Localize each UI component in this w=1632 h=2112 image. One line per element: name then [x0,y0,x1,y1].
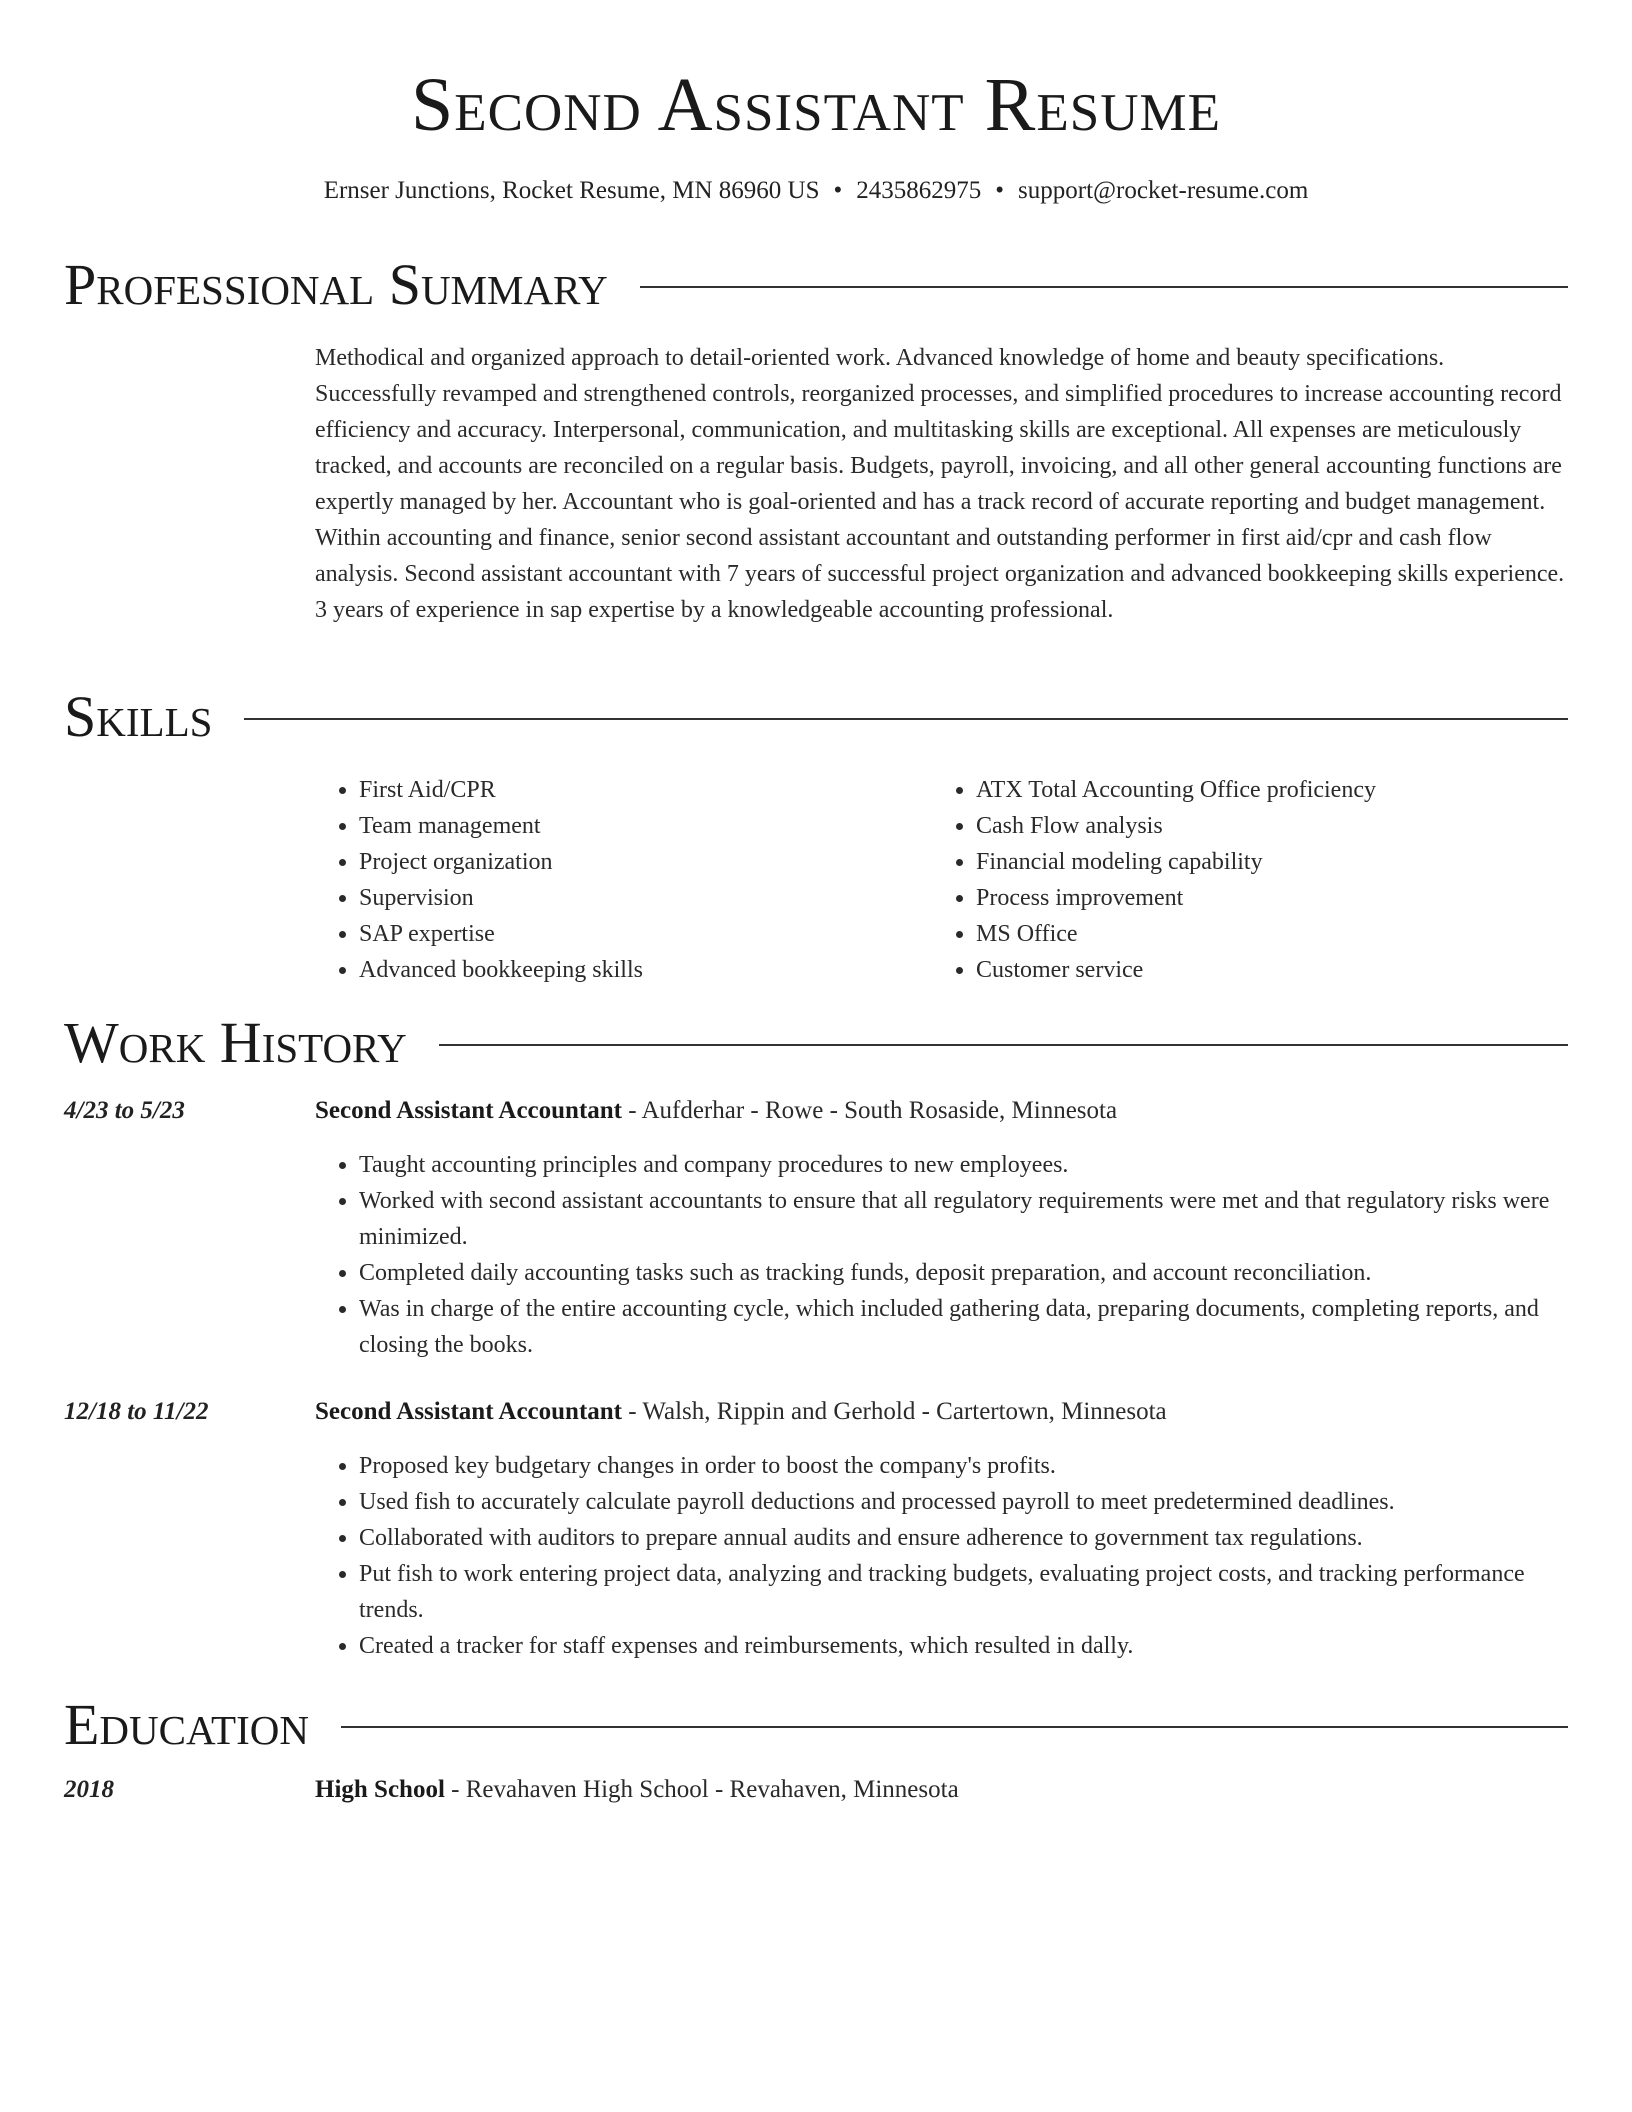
work-bullet: • Collaborated with auditors to prepare annual audits and ensure adherence to government tax regulations. [359,1520,1568,1556]
skill-item: • Cash Flow analysis [976,808,1549,844]
section-title-skills [64,682,1568,752]
section-title-text: Education [64,1692,309,1757]
section-title-summary [64,250,1568,320]
section-title-education [64,1690,1568,1760]
contact-phone: 2435862975 [856,177,982,204]
job-details: - Aufderhar - Rowe - South Rosaside, Minnesota [622,1097,1118,1124]
skills-column-left [315,772,932,988]
work-bullet: • Proposed key budgetary changes in order to boost the company's profits. [359,1448,1568,1484]
skill-item: • Supervision [359,880,932,916]
skill-item: • MS Office [976,916,1549,952]
professional-summary: Methodical and organized approach to detail-oriented work. Advanced knowledge of home and beauty specifications. Successfully revamped and strengthened controls, reorganized processes, and simplified procedures to increase accounting record efficiency and accuracy. Interpersonal, communication, and multitasking skills are exceptional. All expenses are meticulously tracked, and accounts are reconciled on a regular basis. Budgets, payroll, invoicing, and all other general accounting functions are expertly managed by her. Accountant who is goal-oriented and has a track record of accurate reporting and budget management. Within accounting and finance, senior second assistant accountant and outstanding performer in first aid/cpr and cash flow analysis. Second assistant accountant with 7 years of successful project organization and advanced bookkeeping skills experience. 3 years of experience in sap expertise by a knowledgeable accounting professional. [315,345,1565,623]
section-title-work-history [64,1008,1568,1078]
work-bullet: • Worked with second assistant accountants to ensure that all regulatory requirements were met and that regulatory risks were minimized. [359,1183,1568,1255]
skill-item: • Financial modeling capability [976,844,1549,880]
contact-separator: • [833,177,843,204]
work-bullet: • Taught accounting principles and company procedures to new employees. [359,1147,1568,1183]
skill-item: • Customer service [976,952,1549,988]
contact-address: Ernser Junctions, Rocket Resume, MN 86960 US [323,177,820,204]
job-title: Second Assistant Accountant [315,1398,622,1425]
section-divider [640,286,1568,288]
skill-item: • ATX Total Accounting Office proficiency [976,772,1549,808]
skill-item: • SAP expertise [359,916,932,952]
section-divider [341,1726,1568,1728]
education-degree: High School [315,1776,445,1803]
section-title-text: Professional Summary [64,252,608,317]
job-title: Second Assistant Accountant [315,1097,622,1124]
contact-email: support@rocket-resume.com [1018,177,1309,204]
skills-column-right [932,772,1549,988]
skill-item: • Team management [359,808,932,844]
work-bullet: • Put fish to work entering project data, analyzing and tracking budgets, evaluating project costs, and tracking performance trends. [359,1556,1568,1628]
skills-list [315,772,1565,988]
work-bullets [315,1448,1568,1664]
contact-separator: • [995,177,1005,204]
section-title-text: Skills [64,684,213,749]
education-heading [315,1772,1568,1808]
resume-title: Second Assistant Resume [411,63,1221,147]
job-details: - Walsh, Rippin and Gerhold - Cartertown, Minnesota [622,1398,1167,1425]
skill-item: • Project organization [359,844,932,880]
section-divider [244,718,1568,720]
contact-line [0,174,1632,208]
education-year: 2018 [64,1776,114,1803]
skill-item: • First Aid/CPR [359,772,932,808]
work-heading [315,1093,1568,1129]
section-title-text: Work History [64,1010,407,1075]
work-bullets [315,1147,1568,1363]
work-bullet: • Used fish to accurately calculate payroll deductions and processed payroll to meet predetermined deadlines. [359,1484,1568,1520]
work-bullet: • Was in charge of the entire accounting cycle, which included gathering data, preparing documents, completing reports, and closing the books. [359,1291,1568,1363]
work-dates: 12/18 to 11/22 [64,1398,209,1425]
education-details: - Revahaven High School - Revahaven, Minnesota [444,1776,959,1803]
work-bullet: • Created a tracker for staff expenses and reimbursements, which resulted in dally. [359,1628,1568,1664]
skill-item: • Process improvement [976,880,1549,916]
skill-item: • Advanced bookkeeping skills [359,952,932,988]
work-dates: 4/23 to 5/23 [64,1097,185,1124]
section-divider [439,1044,1568,1046]
work-heading [315,1394,1568,1430]
work-bullet: • Completed daily accounting tasks such as tracking funds, deposit preparation, and account reconciliation. [359,1255,1568,1291]
